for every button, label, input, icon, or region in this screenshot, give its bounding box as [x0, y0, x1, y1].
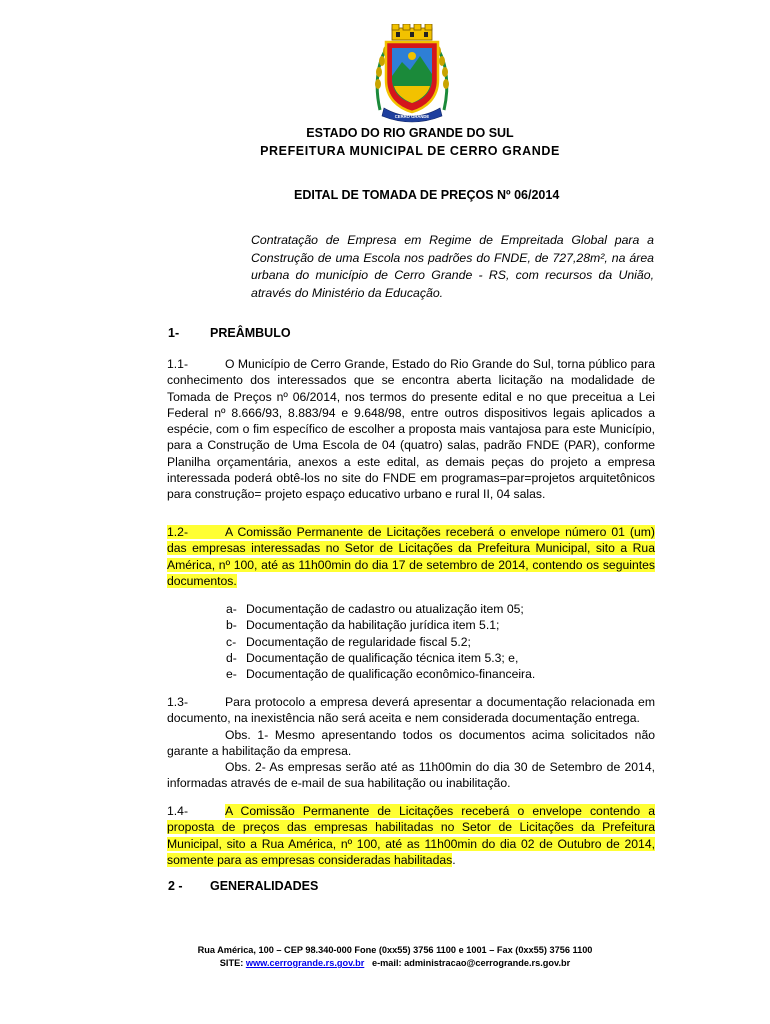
list-item-text: Documentação de cadastro ou atualização item 05; [246, 602, 524, 616]
paragraph-number: 1.1- [167, 357, 189, 371]
crest-ribbon-text: CERRO GRANDE [394, 114, 430, 119]
paragraph-text: A Comissão Permanente de Licitações receberá o envelope número 01 (um) das empresas interessadas no Setor de Licitações da Prefeitura Municipal, sito a Rua América, nº 100, até as 11h00min do dia 17 de setembro de 2014, contendo os seguintes documentos. [167, 525, 655, 588]
paragraph-text: A Comissão Permanente de Licitações receberá o envelope contendo a proposta de preços das empresas habilitadas no Setor de Licitações da Prefeitura Municipal, sito a Rua América, nº 100, até as 11h00min do dia 02 de Outubro de 2014, somente para as empresas consideradas habilitadas [167, 804, 655, 867]
list-item-label: c- [226, 634, 237, 649]
footer-email: e-mail: administracao@cerrogrande.rs.gov.br [371, 958, 571, 968]
section-title: PREÂMBULO [210, 326, 291, 340]
paragraph-number: 1.4- [167, 804, 189, 818]
list-item-text: Documentação da habilitação jurídica item 5.1; [246, 618, 500, 633]
list-item [226, 634, 535, 650]
list-item-label: a- [226, 602, 237, 616]
tender-object: Contratação de Empresa em Regime de Empreitada Global para a Construção de uma Escola nos padrões do FNDE, de 727,28m², na área urbana do município de Cerro Grande - RS, com recursos da União, através do Ministério da Educação. [251, 233, 654, 300]
observation-1: Obs. 1- Mesmo apresentando todos os documentos acima solicitados não garante a habilitação da empresa. [167, 727, 655, 758]
paragraph-1-4 [167, 803, 655, 868]
paragraph-number: 1.3- [167, 695, 189, 709]
paragraph-text: O Município de Cerro Grande, Estado do Rio Grande do Sul, torna público para conhecimento dos interessados que se encontra aberta licitação na modalidade de Tomada de Preços nº 06/2014, nos termos do presente edital e no que preceitua a Lei Federal nº 8.666/93, 8.883/94 e 9.648/98, entre outros dispositivos legais aplicados a espécie, com o fim específico de escolher a proposta mais vantajosa para este Município, para a Construção de Uma Escola de 04 (quatro) salas, padrão FNDE (PAR), conforme Planilha orçamentária, anexos a este edital, as demais peças do projeto a empresa interessada poderá obtê-los no site do FNDE em programas=par=projetos arquitetônicos para construção= projeto espaço educativo urbano e rural II, 04 salas. [167, 357, 655, 502]
list-item [226, 650, 535, 666]
paragraph-1-1 [167, 356, 655, 503]
list-item-label: e- [226, 667, 237, 682]
required-documents-list [226, 601, 535, 682]
footer-site-label: SITE: [219, 958, 246, 968]
list-item-label: d- [226, 650, 237, 665]
section-heading-preambulo [168, 326, 291, 340]
list-item [226, 666, 535, 682]
paragraph-text: Para protocolo a empresa deverá apresentar a documentação relacionada em documento, na inexistência não será aceita e nem considerada documentação entrega. [167, 695, 655, 726]
paragraph-1-2 [167, 524, 655, 589]
footer-address: Rua América, 100 – CEP 98.340-000 Fone (0xx55) 3756 1100 e 1001 – Fax (0xx55) 3756 1100 [197, 945, 593, 955]
footer-contact [0, 958, 770, 968]
municipal-crest-icon [370, 24, 454, 124]
list-item [226, 601, 535, 617]
list-item-text: Documentação de regularidade fiscal 5.2; [246, 634, 471, 649]
section-title: GENERALIDADES [210, 879, 319, 893]
paragraph-end: . [452, 852, 456, 867]
list-item-text: Documentação de qualificação técnica item 5.3; e, [246, 650, 519, 665]
section-number: 1- [168, 326, 180, 340]
document-title: EDITAL DE TOMADA DE PREÇOS Nº 06/2014 [294, 188, 560, 202]
state-name: ESTADO DO RIO GRANDE DO SUL [306, 126, 514, 140]
list-item [226, 617, 535, 633]
observation-2: Obs. 2- As empresas serão até as 11h00min do dia 30 de Setembro de 2014, informadas através de e-mail de sua habilitação ou inabilitação. [167, 760, 655, 791]
city-hall-name: PREFEITURA MUNICIPAL DE CERRO GRANDE [260, 144, 560, 158]
paragraph-1-3 [167, 694, 655, 792]
site-link[interactable]: www.cerrogrande.rs.gov.br [245, 958, 365, 968]
list-item-text: Documentação de qualificação econômico-financeira. [246, 667, 536, 682]
list-item-label: b- [226, 618, 237, 633]
paragraph-number: 1.2- [167, 525, 189, 539]
section-heading-generalidades [168, 879, 318, 893]
section-number: 2 - [168, 879, 183, 893]
